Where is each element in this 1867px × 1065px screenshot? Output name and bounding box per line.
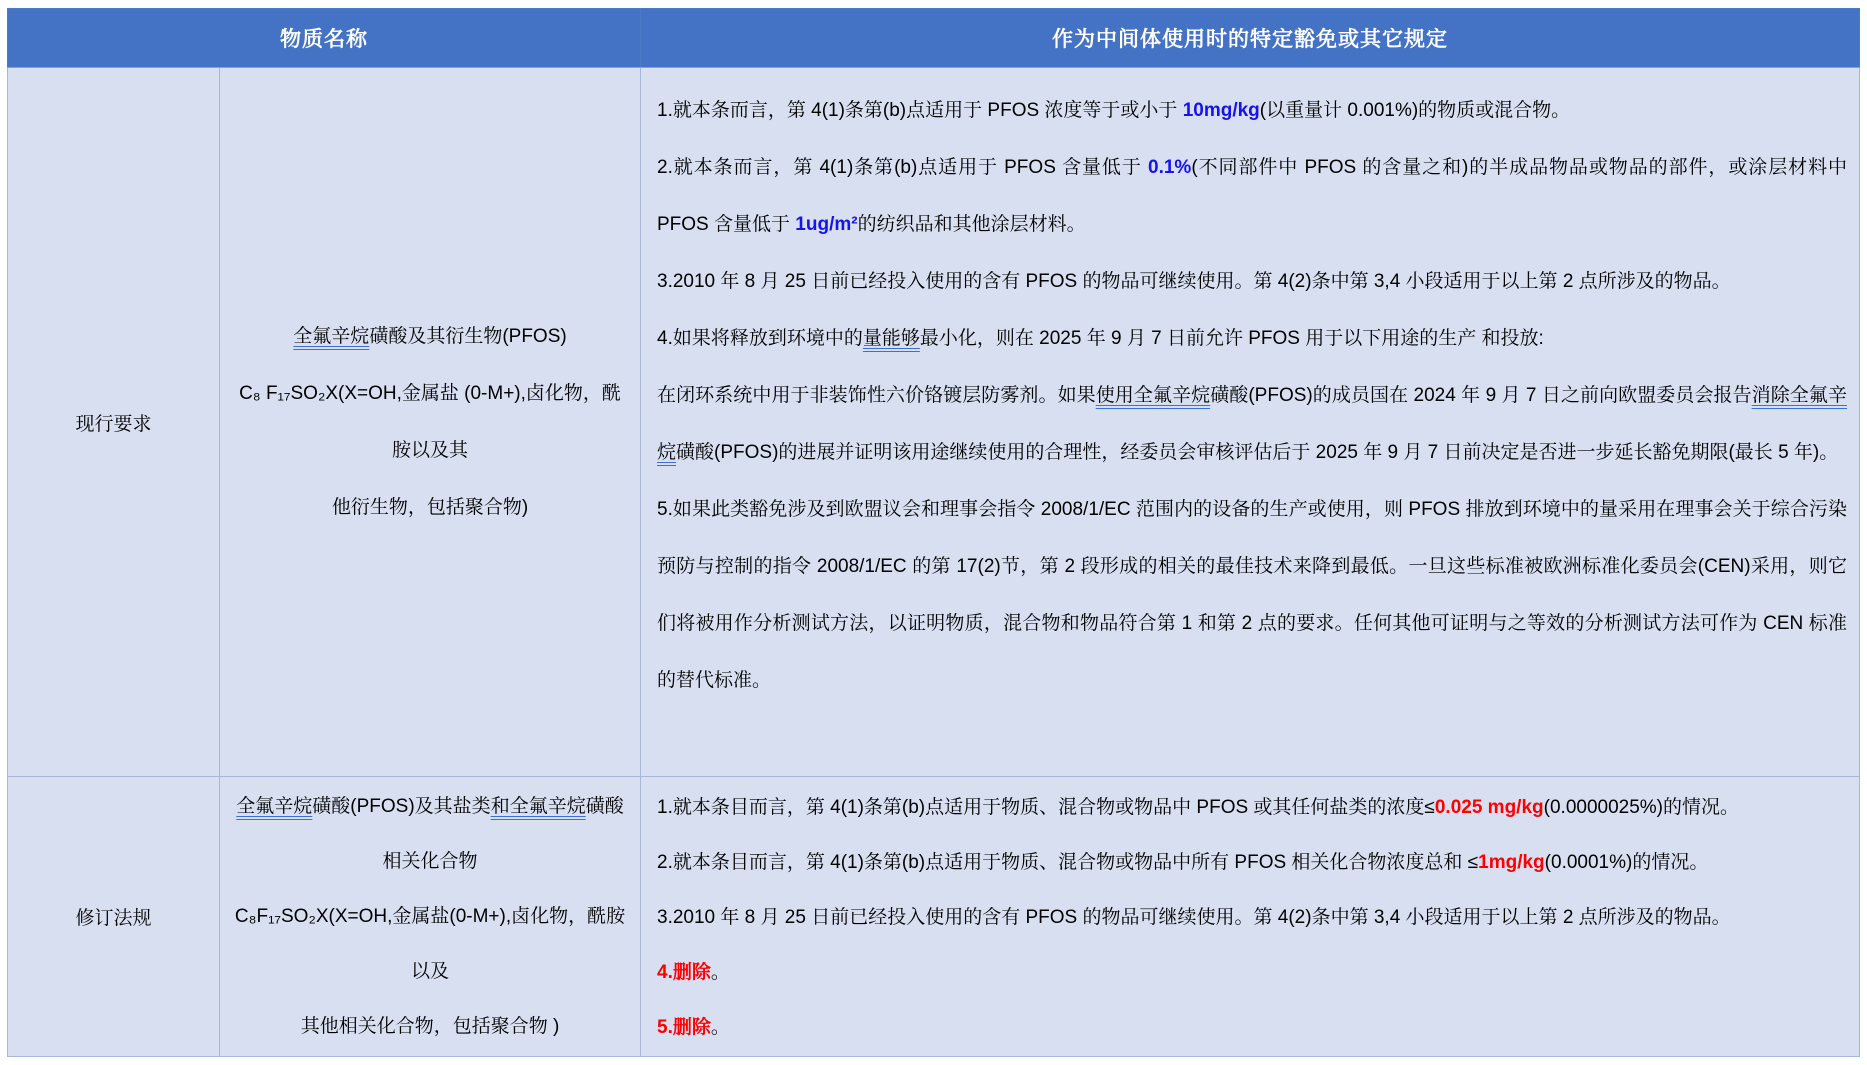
regulation-paragraph xyxy=(657,780,1847,835)
underlined-term: 和全氟辛烷 xyxy=(490,796,586,817)
row-label: 现行要求 xyxy=(75,413,152,435)
regulation-paragraph xyxy=(657,82,1847,139)
regulation-paragraph xyxy=(657,367,1847,481)
text-segment: 3.2010 年 8 月 25 日前已经投入使用的含有 PFOS 的物品可继续使用。第 4(2)条中第 3,4 小段适用于以上第 2 点所涉及的物品。 xyxy=(657,271,1731,292)
highlighted-value-blue: 1ug/m² xyxy=(795,214,858,235)
pfos-regulation-table xyxy=(7,8,1860,1057)
underlined-term: 全氟辛烷 xyxy=(293,326,370,347)
regulation-paragraph xyxy=(657,253,1847,310)
underlined-term: 使用全氟辛烷 xyxy=(1095,385,1211,406)
text-segment: 最小化，则在 2025 年 9 月 7 日前允许 PFOS 用于以下用途的生产 和投放: xyxy=(919,328,1544,349)
table-row xyxy=(8,68,1860,777)
header-exemption-rules: 作为中间体使用时的特定豁免或其它规定 xyxy=(641,9,1860,68)
substance-cell xyxy=(220,777,641,1057)
text-segment: (0.0001%)的情况。 xyxy=(1544,852,1709,873)
regulation-paragraph xyxy=(657,835,1847,890)
highlighted-value-red: 5.删除 xyxy=(657,1017,711,1038)
text-segment: 1.就本条目而言，第 4(1)条第(b)点适用于物质、混合物或物品中 PFOS 或其任何盐类的浓度≤ xyxy=(657,797,1435,818)
substance-line xyxy=(230,308,630,365)
substance-cell xyxy=(220,68,641,777)
row-label: 修订法规 xyxy=(75,908,152,929)
underlined-term: 量能够 xyxy=(862,328,920,349)
text-segment: 5.如果此类豁免涉及到欧盟议会和理事会指令 2008/1/EC 范围内的设备的生产或使用，则 PFOS 排放到环境中的量采用在理事会关于综合污染预防与控制的指令 2008/1/EC 的第 17(2)节，第 2 段形成的相关的最佳技术来降到最低。一旦这些标准被欧洲标准化委员会(CEN)采用，则它们将被用作分析测试方法，以证明物质，混合物和物品符合第 1 和第 2 点的要求。任何其他可证明与之等效的分析测试方法可作为 CEN 标准的替代标准。 xyxy=(657,499,1847,691)
substance-line xyxy=(230,365,630,479)
highlighted-value-red: 4.删除 xyxy=(657,962,711,983)
text-segment: (以重量计 0.001%)的物质或混合物。 xyxy=(1259,100,1571,121)
text-segment: 磺酸(PFOS)的成员国在 2024 年 9 月 7 日之前向欧盟委员会报告 xyxy=(1210,385,1752,406)
text-segment: 在闭环系统中用于非装饰性六价铬镀层防雾剂。如果 xyxy=(657,385,1096,406)
highlighted-value-blue: 0.1% xyxy=(1148,157,1192,178)
regulation-paragraph xyxy=(657,310,1847,367)
header-substance-name: 物质名称 xyxy=(8,9,641,68)
regulations-cell xyxy=(641,68,1860,777)
row-label-cell xyxy=(8,68,220,777)
substance-line xyxy=(230,479,630,536)
highlighted-value-red: 1mg/kg xyxy=(1478,852,1545,873)
regulation-paragraph xyxy=(657,890,1847,945)
substance-line xyxy=(230,999,630,1054)
row-label-cell xyxy=(8,777,220,1057)
regulations-cell xyxy=(641,777,1860,1057)
underlined-term: 全氟辛烷 xyxy=(236,796,313,817)
regulation-paragraph xyxy=(657,139,1847,253)
substance-line xyxy=(230,889,630,999)
text-segment: 其他相关化合物，包括聚合物 ) xyxy=(300,1016,560,1037)
text-segment: 。 xyxy=(710,1017,730,1038)
text-segment: 4.如果将释放到环境中的 xyxy=(657,328,863,349)
text-segment: 他衍生物，包括聚合物) xyxy=(331,497,529,518)
highlighted-value-blue: 10mg/kg xyxy=(1182,100,1260,121)
text-segment: 2.就本条而言，第 4(1)条第(b)点适用于 PFOS 含量低于 xyxy=(657,157,1149,178)
highlighted-value-red: 0.025 mg/kg xyxy=(1434,797,1544,818)
table-header-row xyxy=(8,9,1860,68)
text-segment: C₈F₁₇SO₂X(X=OH,金属盐(0-M+),卤化物，酰胺以及 xyxy=(234,906,626,982)
table-body xyxy=(8,68,1860,1057)
regulation-paragraph xyxy=(657,945,1847,1000)
text-segment: (不同部件中 PFOS 的含量之和)的半成品物品或物品的部件，或涂层材料中 PFOS 含量低于 xyxy=(657,157,1848,235)
table-row xyxy=(8,777,1860,1057)
text-segment: 磺酸相关化合物 xyxy=(382,796,624,872)
text-segment: 2.就本条目而言，第 4(1)条第(b)点适用于物质、混合物或物品中所有 PFOS 相关化合物浓度总和 ≤ xyxy=(657,852,1479,873)
text-segment: 1.就本条而言，第 4(1)条第(b)点适用于 PFOS 浓度等于或小于 xyxy=(657,100,1183,121)
text-segment: 磺酸及其衍生物(PFOS) xyxy=(369,326,567,347)
text-segment: C₈ F₁₇SO₂X(X=OH,金属盐 (0-M+),卤化物，酰胺以及其 xyxy=(239,383,621,461)
text-segment: 磺酸(PFOS)的进展并证明该用途继续使用的合理性，经委员会审核评估后于 2025 年 9 月 7 日前决定是否进一步延长豁免期限(最长 5 年)。 xyxy=(676,442,1839,463)
text-segment: (0.0000025%)的情况。 xyxy=(1543,797,1740,818)
substance-line xyxy=(230,779,630,889)
text-segment: 的纺织品和其他涂层材料。 xyxy=(857,214,1086,235)
regulation-paragraph xyxy=(657,481,1847,709)
text-segment: 。 xyxy=(710,962,730,983)
underlined-term: 消除全氟辛烷 xyxy=(657,385,1847,463)
text-segment: 3.2010 年 8 月 25 日前已经投入使用的含有 PFOS 的物品可继续使用。第 4(2)条中第 3,4 小段适用于以上第 2 点所涉及的物品。 xyxy=(657,907,1731,928)
text-segment: 磺酸(PFOS)及其盐类 xyxy=(312,796,491,817)
